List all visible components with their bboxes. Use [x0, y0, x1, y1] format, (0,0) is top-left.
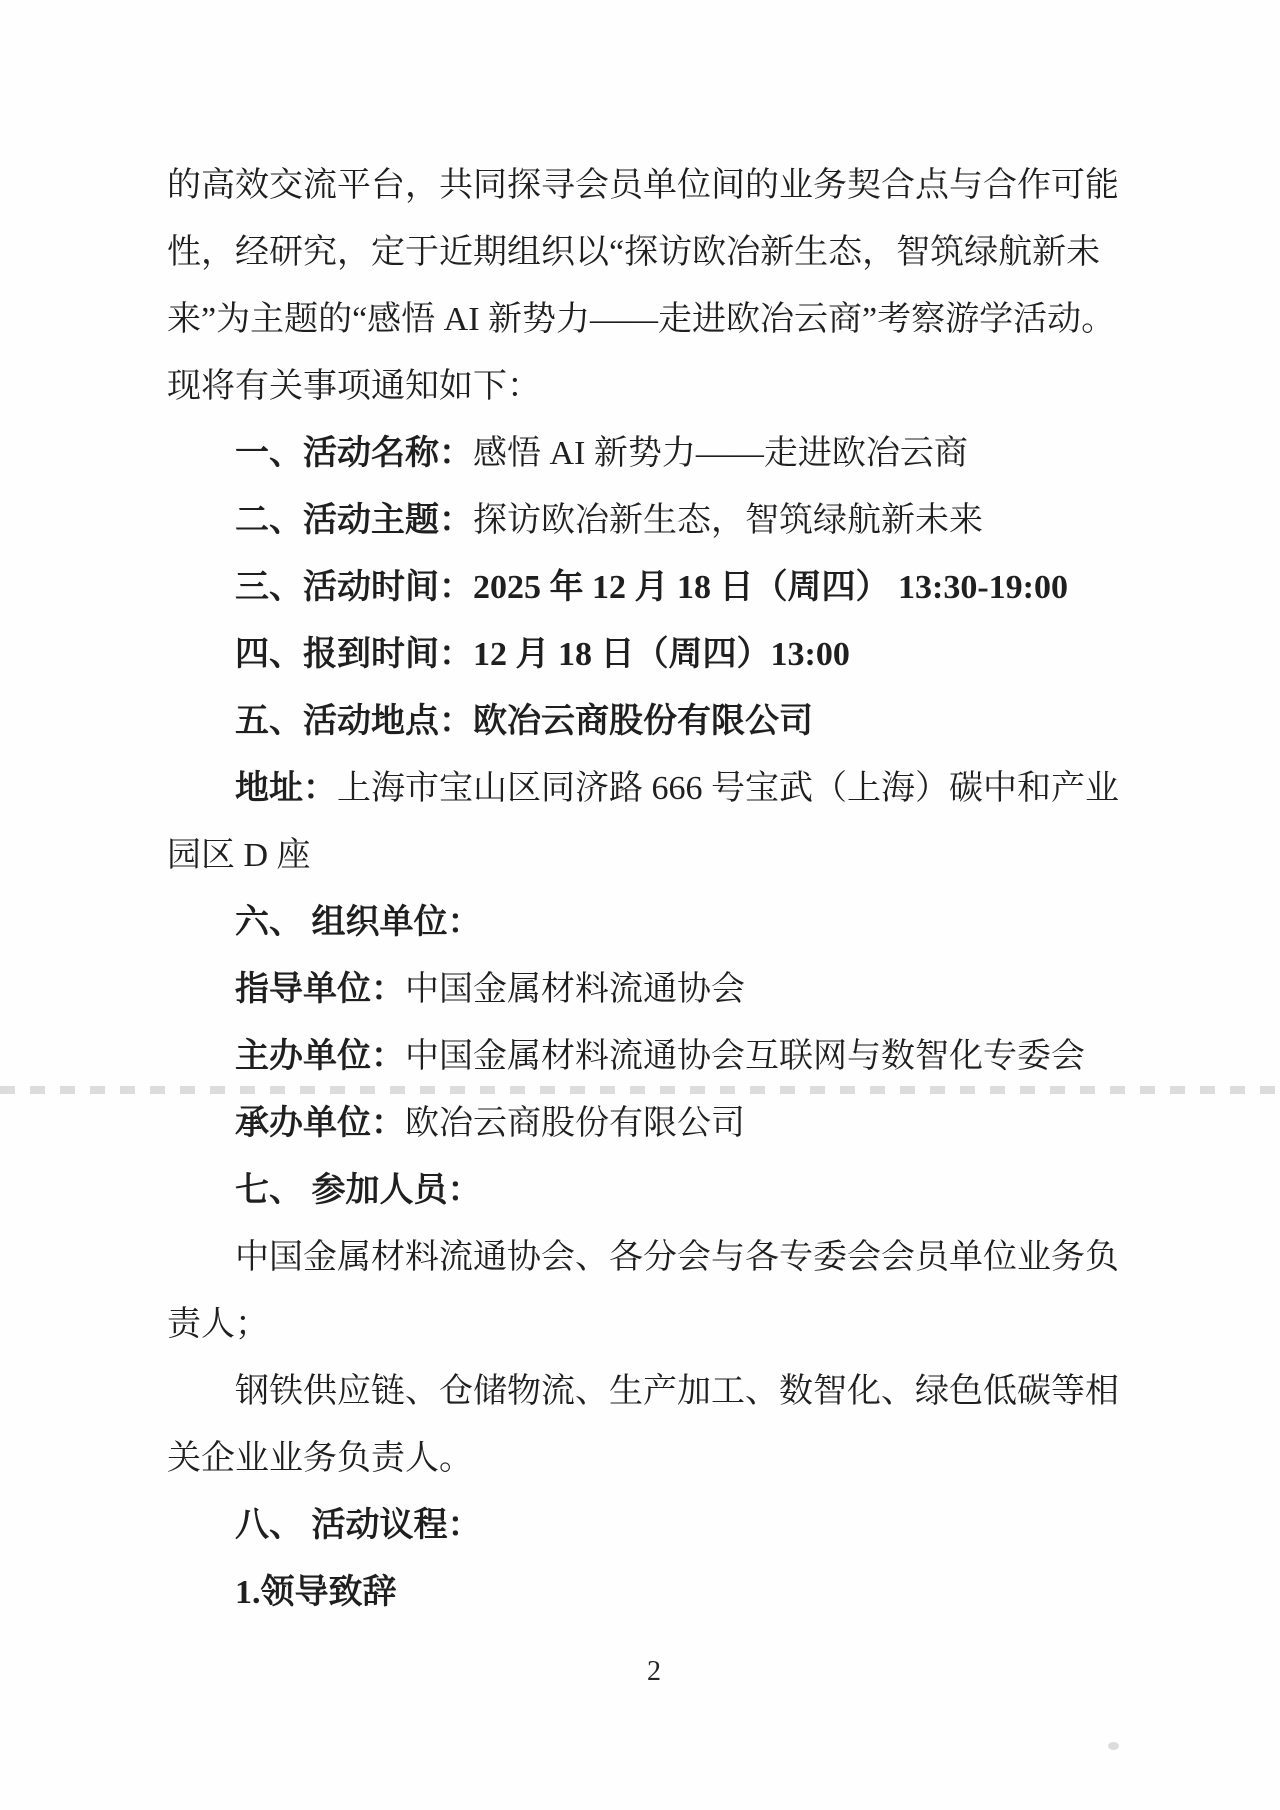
- text-run-bold: 六、 组织单位：: [235, 904, 482, 941]
- text-run-bold: 五、活动地点：欧冶云商股份有限公司: [235, 703, 813, 740]
- text-run-bold: 七、 参加人员：: [235, 1172, 482, 1209]
- page-number: 2: [647, 1656, 661, 1687]
- document-line: [167, 219, 1127, 286]
- text-run-bold: 承办单位：: [235, 1105, 405, 1142]
- text-run: 上海市宝山区同济路 666 号宝武（上海）碳中和产业: [337, 770, 1119, 807]
- scan-artifact-speck: [1108, 1742, 1119, 1750]
- text-run-bold: 地址：: [235, 770, 337, 807]
- document-line: [167, 1425, 1127, 1492]
- text-run-bold: 八、 活动议程：: [235, 1507, 482, 1544]
- document-line: [167, 554, 1127, 621]
- text-run-bold: 三、活动时间：2025 年 12 月 18 日（周四） 13:30-19:00: [235, 569, 1068, 606]
- document-line: [167, 755, 1127, 822]
- text-run-bold: 一、活动名称：: [235, 435, 473, 472]
- text-run-bold: 主办单位：: [235, 1038, 405, 1075]
- document-line: [167, 956, 1127, 1023]
- document-body: [167, 152, 1127, 1626]
- document-line: [167, 889, 1127, 956]
- document-line: [167, 1358, 1127, 1425]
- document-line: [167, 353, 1127, 420]
- text-run: 探访欧冶新生态，智筑绿航新未来: [473, 502, 983, 539]
- text-run: 园区 D 座: [167, 837, 311, 874]
- document-line: [167, 1492, 1127, 1559]
- text-run: 欧冶云商股份有限公司: [405, 1105, 745, 1142]
- document-line: [167, 822, 1127, 889]
- text-run: 来”为主题的“感悟 AI 新势力——走进欧冶云商”考察游学活动。: [167, 301, 1116, 338]
- text-run: 中国金属材料流通协会、各分会与各专委会会员单位业务负: [235, 1239, 1119, 1276]
- text-run-bold: 四、报到时间：12 月 18 日（周四）13:00: [235, 636, 850, 673]
- scan-artifact-band: [0, 1086, 1280, 1094]
- text-run: 现将有关事项通知如下：: [167, 368, 541, 405]
- document-line: [167, 152, 1127, 219]
- text-run: 中国金属材料流通协会: [405, 971, 745, 1008]
- document-line: [167, 1090, 1127, 1157]
- document-line: [167, 286, 1127, 353]
- text-run: 感悟 AI 新势力——走进欧冶云商: [473, 435, 968, 472]
- text-run: 的高效交流平台，共同探寻会员单位间的业务契合点与合作可能: [167, 167, 1119, 204]
- text-run: 中国金属材料流通协会互联网与数智化专委会: [405, 1038, 1085, 1075]
- document-line: [167, 1157, 1127, 1224]
- text-run: 钢铁供应链、仓储物流、生产加工、数智化、绿色低碳等相: [235, 1373, 1119, 1410]
- document-line: [167, 1224, 1127, 1291]
- text-run-bold: 指导单位：: [235, 971, 405, 1008]
- document-line: [167, 688, 1127, 755]
- text-run: 责人；: [167, 1306, 269, 1343]
- text-run: 性，经研究，定于近期组织以“探访欧冶新生态，智筑绿航新未: [167, 234, 1101, 271]
- document-line: [167, 487, 1127, 554]
- document-line: [167, 1291, 1127, 1358]
- document-line: [167, 1559, 1127, 1626]
- document-line: [167, 621, 1127, 688]
- text-run-bold: 1.领导致辞: [235, 1574, 397, 1611]
- document-line: [167, 420, 1127, 487]
- text-run-bold: 二、活动主题：: [235, 502, 473, 539]
- text-run: 关企业业务负责人。: [167, 1440, 473, 1477]
- document-line: [167, 1023, 1127, 1090]
